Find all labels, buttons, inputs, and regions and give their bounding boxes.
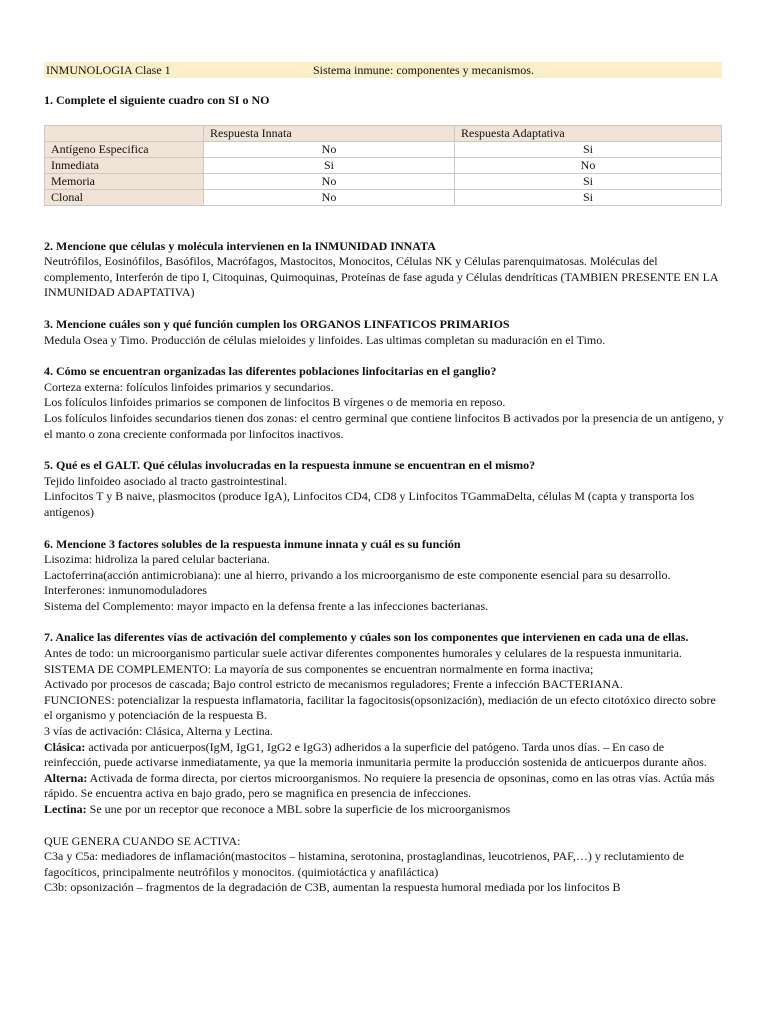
table-row: [45, 173, 722, 189]
pathway-lectina: [44, 802, 724, 818]
answer-paragraph: Medula Osea y Timo. Producción de células mieloides y linfoides. Las ultimas completan su maduración en el Timo.: [44, 332, 606, 347]
question-6-title: 6. Mencione 3 factores solubles de la respuesta inmune innata y cuál es su función: [44, 536, 461, 551]
answer-paragraph: Lactoferrina(acción antimicrobiana): une al hierro, privando a los microorganismo de este componente esencial para su desarrollo.: [44, 567, 671, 582]
question-5-title: 5. Qué es el GALT. Qué células involucradas en la respuesta inmune se encuentran en el mismo?: [44, 458, 536, 473]
row-label: Antígeno Especifica: [45, 141, 204, 157]
answer-paragraph: C3a y C5a: mediadores de inflamación(mastocitos – histamina, serotonina, prostaglandinas, leucotrienos, PAF,…) y reclutamiento de fagocíticos, principalmente neutrófilos y monocitos. (quimiotáctica y anafiláctica): [44, 849, 685, 879]
comparison-table: [44, 125, 722, 206]
table-header-cell: Respuesta Innata: [204, 125, 455, 141]
question-1-title: 1. Complete el siguiente cuadro con SI o NO: [44, 93, 270, 107]
class-topic: Sistema inmune: componentes y mecanismos.: [313, 63, 534, 77]
row-label: Inmediata: [45, 157, 204, 173]
answer-paragraph: 3 vías de activación: Clásica, Alterna y Lectina.: [44, 724, 273, 739]
innate-value: No: [204, 173, 455, 189]
adaptive-value: Si: [455, 173, 722, 189]
question-3-title: 3. Mencione cuáles son y qué función cumplen los ORGANOS LINFATICOS PRIMARIOS: [44, 316, 510, 331]
pathway-name: Alterna:: [44, 770, 88, 785]
answer-paragraph: Lisozima: hidroliza la pared celular bacteriana.: [44, 552, 270, 567]
pathway-clasica: [44, 740, 724, 771]
course-title: INMUNOLOGIA Clase 1: [46, 63, 171, 77]
activation-heading: QUE GENERA CUANDO SE ACTIVA:: [44, 833, 241, 848]
question-7-title: 7. Analice las diferentes vías de activación del complemento y cúales son los componentes que intervienen en cada una de ellas.: [44, 630, 689, 645]
answer-paragraph: Los folículos linfoides primarios se componen de linfocitos B vírgenes o de memoria en reposo.: [44, 395, 506, 410]
answer-paragraph: Los folículos linfoides secundarios tienen dos zonas: el centro germinal que contiene linfocitos B activados por la presencia de un antígeno, y el manto o zona creciente conformada por linfocitos inactivos.: [44, 410, 724, 441]
table-row: [45, 157, 722, 173]
table-row: [45, 141, 722, 157]
table-row: [45, 189, 722, 205]
adaptive-value: Si: [455, 189, 722, 205]
answer-paragraph: Linfocitos T y B naive, plasmocitos (produce IgA), Linfocitos CD4, CD8 y Linfocitos TGammaDelta, células M (capta y transporta los antígenos): [44, 489, 695, 519]
row-label: Memoria: [45, 173, 204, 189]
document-body: [44, 93, 724, 896]
answer-paragraph: Interferones: inmunomoduladores: [44, 583, 207, 598]
page-header: [44, 62, 722, 78]
answer-paragraph: Sistema del Complemento: mayor impacto en la defensa frente a las infecciones bacterianas.: [44, 598, 489, 613]
question-4-title: 4. Cómo se encuentran organizadas las diferentes poblaciones linfocitarias en el ganglio?: [44, 364, 497, 379]
answer-paragraph: Neutrófilos, Eosinófilos, Basófilos, Macrófagos, Mastocitos, Monocitos, Células NK y Células parenquimatosas. Moléculas del complemento, Interferón de tipo I, Citoquinas, Quimoquinas, Proteínas de fase aguda y Células dendríticas (TAMBIEN PRESENTE EN LA INMUNIDAD ADAPTATIVA): [44, 254, 718, 300]
pathway-name: Clásica:: [44, 739, 86, 754]
innate-value: Si: [204, 157, 455, 173]
answer-paragraph: C3b: opsonización – fragmentos de la degradación de C3B, aumentan la respuesta humoral mediada por los linfocitos B: [44, 880, 621, 895]
pathway-text: activada por anticuerpos(IgM, IgG1, IgG2 e IgG3) adheridos a la superficie del patógeno. Tarda unos días. – En caso de reinfección, puede activarse inmediatamente, ya que la memoria inmunitaria permite la producción sostenida de anticuerpos durante años.: [44, 739, 707, 770]
table-header-cell: Respuesta Adaptativa: [455, 125, 722, 141]
table-header-cell: [45, 125, 204, 141]
pathway-text: Se une por un receptor que reconoce a MBL sobre la superficie de los microorganismos: [86, 802, 511, 816]
innate-value: No: [204, 189, 455, 205]
pathway-alterna: [44, 771, 724, 802]
answer-paragraph: SISTEMA DE COMPLEMENTO: La mayoría de sus componentes se encuentran normalmente en forma inactiva;: [44, 661, 594, 676]
answer-paragraph: Antes de todo: un microorganismo particular suele activar diferentes componentes humorales y celulares de la respuesta inmunitaria.: [44, 646, 682, 661]
answer-paragraph: Activado por procesos de cascada; Bajo control estricto de mecanismos reguladores; Frente a infección BACTERIANA.: [44, 677, 623, 692]
table-header-row: [45, 125, 722, 141]
innate-value: No: [204, 141, 455, 157]
question-2-title: 2. Mencione que células y molécula intervienen en la INMUNIDAD INNATA: [44, 238, 436, 253]
adaptive-value: No: [455, 157, 722, 173]
pathway-text: Activada de forma directa, por ciertos microorganismos. No requiere la presencia de opsoninas, como en las otras vías. Actúa más rápido. Se encuentra activa en bajo grado, pero se magnifica en presencia de infecciones.: [44, 770, 715, 801]
pathway-name: Lectina:: [44, 802, 87, 816]
answer-paragraph: Corteza externa: folículos linfoides primarios y secundarios.: [44, 379, 334, 394]
row-label: Clonal: [45, 189, 204, 205]
answer-paragraph: FUNCIONES: potencializar la respuesta inflamatoria, facilitar la fagocitosis(opsonización), mediación de un efecto citotóxico directo sobre el organismo y potenciación de la respuesta B.: [44, 692, 716, 723]
adaptive-value: Si: [455, 141, 722, 157]
answer-paragraph: Tejido linfoideo asociado al tracto gastrointestinal.: [44, 473, 288, 488]
